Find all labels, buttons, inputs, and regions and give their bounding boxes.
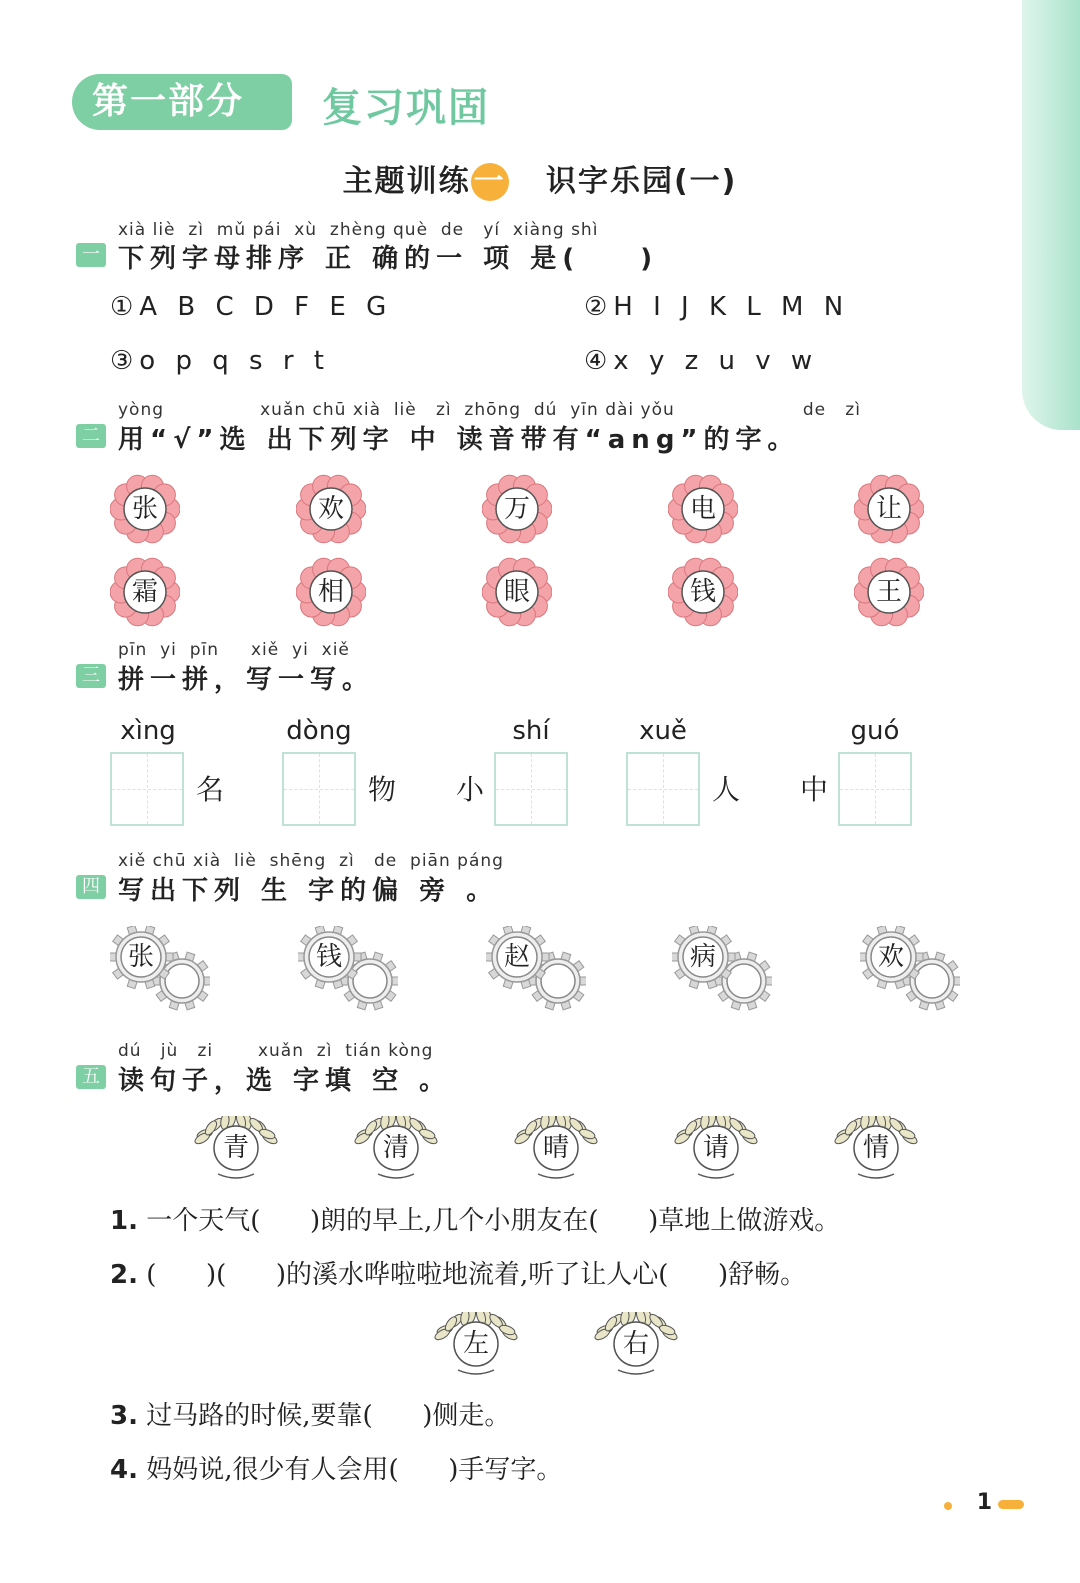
- q3-pinyin-2: dòng: [286, 716, 352, 746]
- q1-option-3[interactable]: ③o p q s r t: [110, 346, 330, 376]
- q2-char: 张: [131, 494, 158, 524]
- page-number-bar: [998, 1500, 1024, 1509]
- q5-sentence-1-num: 1.: [110, 1206, 138, 1236]
- q4-answer-blank[interactable]: [912, 961, 952, 1001]
- q3-char-3: 小: [456, 773, 485, 806]
- q2-flower-option[interactable]: [110, 557, 180, 627]
- q5-choice-char: 清: [382, 1133, 409, 1163]
- q5-sentence-1: [110, 1200, 840, 1237]
- q5-sentence-4: [110, 1449, 562, 1486]
- q3-writing-box-2[interactable]: [282, 752, 356, 826]
- q2-char: 王: [875, 577, 902, 607]
- section-1-pinyin: xià liè zì mǔ pái xù zhèng què de yí xiàng shì: [118, 220, 599, 240]
- part-subtitle: 复习巩固: [322, 85, 490, 131]
- q3-pinyin-1: xìng: [120, 716, 176, 746]
- q2-flower-option[interactable]: [854, 557, 924, 627]
- q2-flower-option[interactable]: [296, 557, 366, 627]
- q2-flower-option[interactable]: [668, 474, 738, 544]
- q4-gear-item: [486, 926, 586, 1016]
- q1-option-2[interactable]: ②H I J K L M N: [584, 292, 850, 322]
- q2-flower-option[interactable]: [482, 557, 552, 627]
- q2-flower-option[interactable]: [854, 474, 924, 544]
- q5-choice-char: 青: [222, 1133, 249, 1163]
- part-badge: 第一部分: [72, 74, 292, 130]
- section-4-number: 四: [76, 875, 106, 899]
- q5-choice-char: 左: [462, 1329, 489, 1359]
- q5-sentence-4-text[interactable]: 妈妈说,很少有人会用( )手写字。: [146, 1455, 563, 1485]
- q2-char: 霜: [131, 577, 158, 607]
- q5-choice-char: 右: [622, 1329, 649, 1359]
- q2-flower-option[interactable]: [668, 557, 738, 627]
- q5-sentence-3-num: 3.: [110, 1401, 138, 1431]
- q1-option-1[interactable]: ①A B C D F E G: [110, 292, 393, 322]
- q3-char-4: 人: [712, 773, 741, 806]
- q5-choice-a[interactable]: [670, 1116, 762, 1186]
- q3-pinyin-5: guó: [850, 716, 900, 746]
- q5-choice-a[interactable]: [510, 1116, 602, 1186]
- q5-sentence-2: [110, 1254, 806, 1291]
- section-5-pinyin: dú jù zi xuǎn zì tián kòng: [118, 1041, 434, 1061]
- q2-char: 万: [503, 494, 530, 524]
- q5-choice-b[interactable]: [430, 1312, 522, 1382]
- q5-sentence-2-text[interactable]: ( )( )的溪水哗啦啦地流着,听了让人心( )舒畅。: [146, 1260, 807, 1290]
- q5-choice-a[interactable]: [350, 1116, 442, 1186]
- q5-choice-char: 请: [702, 1133, 729, 1163]
- section-4-pinyin: xiě chū xià liè shēng zì de piān páng: [118, 851, 504, 871]
- section-5-question: 读句子，选 字填 空 。: [118, 1066, 452, 1096]
- section-1-number: 一: [76, 243, 106, 267]
- q3-writing-box-4[interactable]: [626, 752, 700, 826]
- q5-sentence-3-text[interactable]: 过马路的时候,要靠( )侧走。: [146, 1401, 511, 1431]
- q2-char: 欢: [317, 494, 344, 524]
- q1-option-4[interactable]: ④x y z u v w: [584, 346, 819, 376]
- section-2-pinyin: yòng xuǎn chū xià liè zì zhōng dú yīn dài yǒu de zì: [118, 400, 861, 420]
- section-5-number: 五: [76, 1065, 106, 1089]
- page-number: 1: [976, 1490, 992, 1515]
- q4-gear-item: [672, 926, 772, 1016]
- q4-gear-item: [110, 926, 210, 1016]
- q4-char: 欢: [877, 942, 904, 972]
- q4-char: 赵: [503, 942, 530, 972]
- q4-answer-blank[interactable]: [162, 961, 202, 1001]
- q3-writing-box-3[interactable]: [494, 752, 568, 826]
- section-2-question: 用“√”选 出下列字 中 读音带有“ang”的字。: [118, 425, 800, 455]
- section-3-question: 拼一拼，写一写。: [118, 665, 375, 695]
- q4-char: 张: [127, 942, 154, 972]
- q2-flower-option[interactable]: [110, 474, 180, 544]
- q4-gear-item: [298, 926, 398, 1016]
- q5-choice-a[interactable]: [190, 1116, 282, 1186]
- section-3-number: 三: [76, 664, 106, 688]
- q4-char: 钱: [315, 942, 342, 972]
- q3-writing-box-1[interactable]: [110, 752, 184, 826]
- section-4-question: 写出下列 生 字的偏 旁 。: [118, 876, 499, 906]
- page-title: [0, 156, 1080, 201]
- q4-char: 病: [689, 942, 716, 972]
- section-1-question: 下列字母排序 正 确的一 项 是( ): [118, 244, 659, 274]
- page-number-dot: [944, 1502, 952, 1510]
- title-prefix: 主题训练: [342, 164, 471, 199]
- q4-answer-blank[interactable]: [538, 961, 578, 1001]
- q5-choice-char: 情: [862, 1133, 889, 1163]
- q2-flower-option[interactable]: [296, 474, 366, 544]
- q3-char-5: 中: [800, 773, 829, 806]
- q2-char: 让: [875, 494, 902, 524]
- title-number: 一: [471, 163, 509, 201]
- q3-char-2: 物: [368, 773, 397, 806]
- q3-pinyin-3: shí: [512, 716, 550, 746]
- q4-answer-blank[interactable]: [350, 961, 390, 1001]
- q4-gear-item: [860, 926, 960, 1016]
- q2-flower-option[interactable]: [482, 474, 552, 544]
- q5-sentence-2-num: 2.: [110, 1260, 138, 1290]
- q2-char: 电: [689, 494, 716, 524]
- q5-choice-char: 晴: [542, 1133, 569, 1163]
- section-2-number: 二: [76, 424, 106, 448]
- q4-answer-blank[interactable]: [724, 961, 764, 1001]
- q5-choice-a[interactable]: [830, 1116, 922, 1186]
- page-edge-decoration: [1022, 0, 1080, 430]
- q5-sentence-3: [110, 1395, 510, 1432]
- q3-writing-box-5[interactable]: [838, 752, 912, 826]
- q5-choice-b[interactable]: [590, 1312, 682, 1382]
- q2-char: 相: [317, 577, 344, 607]
- q2-char: 眼: [503, 577, 530, 607]
- q3-char-1: 名: [196, 773, 225, 806]
- title-suffix: 识字乐园(一): [545, 164, 738, 199]
- q5-sentence-4-num: 4.: [110, 1455, 138, 1485]
- section-3-pinyin: pīn yi pīn xiě yi xiě: [118, 640, 350, 660]
- q3-pinyin-4: xuě: [639, 716, 687, 746]
- q2-char: 钱: [689, 577, 716, 607]
- q5-sentence-1-text[interactable]: 一个天气( )朗的早上,几个小朋友在( )草地上做游戏。: [146, 1206, 841, 1236]
